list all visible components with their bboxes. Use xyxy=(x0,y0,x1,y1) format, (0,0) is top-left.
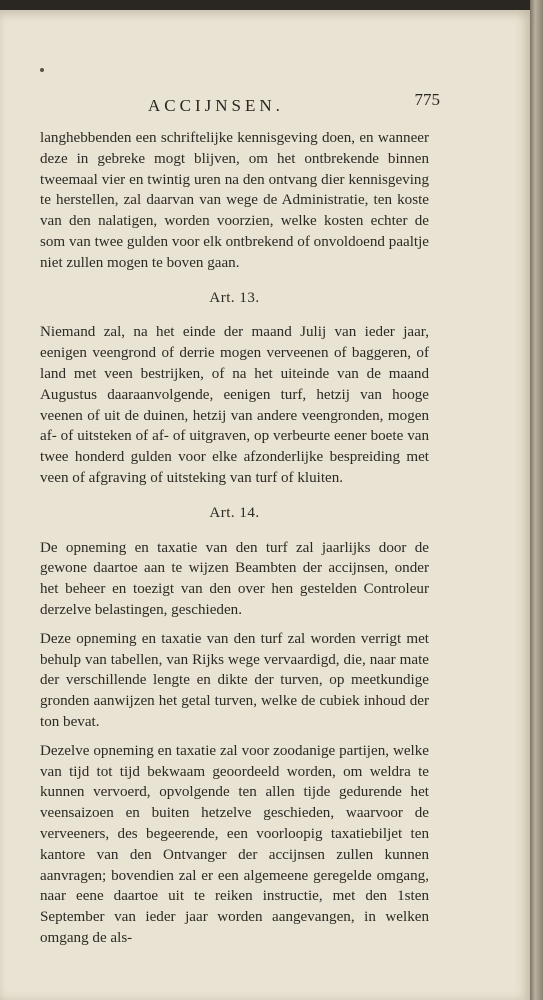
running-title: ACCIJNSEN. xyxy=(148,96,284,115)
ink-speck xyxy=(40,68,44,72)
article-14-heading: Art. 14. xyxy=(209,504,260,521)
book-page xyxy=(0,10,530,1000)
article-13-paragraph: Niemand zal, na het einde der maand Julij van ieder jaar, eenigen veengrond of derrie mogen verveenen of baggeren, of land met veen bestrijken, of na het uiteinde van de maand Augustus daaraanvolgende, eenigen turf, hetzij van hooge veenen of uit de duinen, hetzij van andere veengronden, mogen af- of uitsteken of af- of uitgraven, op verbeurte eener boete van twee honderd gulden voor elke afzonderlijke bespreiding met veen of afgraving of uitsteking van turf of kluiten. xyxy=(40,324,429,486)
article-13-heading: Art. 13. xyxy=(209,289,260,306)
article-14-paragraph-3: Dezelve opneming en taxatie zal voor zoodanige partijen, welke van tijd tot tijd bekwaam geoordeeld worden, om weldra te kunnen vervoerd, opvolgende ten allen tijde gedurende het veensaizoen en buiten hetzelve geschieden, waarvoor de verveeners, des begeerende, een voorloopig taxatiebiljet ten kantore van den Ontvanger der accijnsen zullen kunnen aanvragen; bovendien zal er een algemeene geregelde omgang, naar eene daartoe uit te reiken instructie, met den 1sten September van ieder jaar worden aangevangen, in welken omgang de als- xyxy=(40,742,429,946)
article-14-paragraph-1: De opneming en taxatie van den turf zal jaarlijks door de gewone daartoe aan te wijzen Beambten der accijnsen, onder het beheer en toezigt van den over hen gestelden Controleur derzelve belastingen, geschieden. xyxy=(40,539,429,618)
page-number: 775 xyxy=(414,90,440,109)
paragraph-continuation: langhebbenden een schriftelijke kennisgeving doen, en wanneer deze in gebreke mogt blijven, om het ontbrekende binnen tweemaal vier en twintig uren na den ontvang dier kennisgeving te herstellen, zal daarvan van wege de Administratie, ten koste van den nalatigen, worden voorzien, welke kosten echter de som van twee gulden voor elk ontbrekend of onvoldoend paaltje niet zullen mogen te boven gaan. xyxy=(40,130,429,271)
page-edge xyxy=(530,0,543,1000)
article-14-paragraph-2: Deze opneming en taxatie van den turf zal worden verrigt met behulp van tabellen, van Rijks wege vervaardigd, die, naar mate der verschillende lengte en dikte der turven, op meetkundige gronden aanwijzen het getal turven, welke de cubiek inhoud der ton bevat. xyxy=(40,630,429,730)
body-text xyxy=(40,128,429,949)
page-header xyxy=(40,90,440,120)
